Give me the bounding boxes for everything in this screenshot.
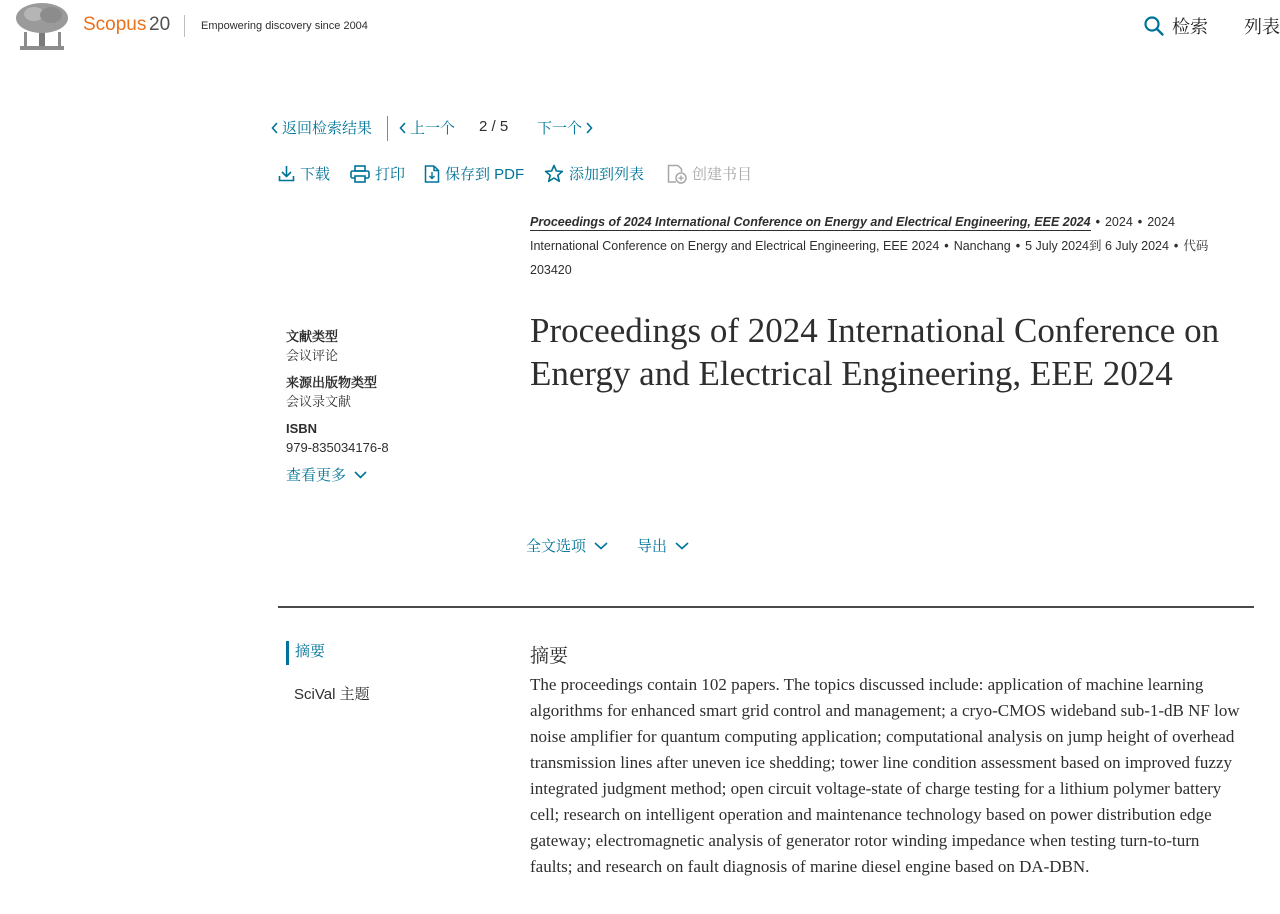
export-dropdown[interactable]	[637, 535, 689, 556]
document-meta	[286, 320, 506, 485]
print-label: 打印	[375, 166, 406, 183]
separator-dot: •	[944, 239, 949, 253]
doc-type-label: 文献类型	[286, 329, 339, 344]
abstract-text: The proceedings contain 102 papers. The topics discussed include: application of machine learning algorithms for enhanced smart grid control and management; a cryo-CMOS wideband sub-1-dB NF low noise amplifier for quantum computing application; computational analysis on jump height of overhead transmission lines after uneven ice shedding; tower line condition assessment based on improved fuzzy integrated judgment method; open circuit voltage-state of charge testing for a lithium polymer battery cell; research on intelligent operation and maintenance technology based on power distribution edge gateway; electromagnetic analysis of generator rotor winding impedance when testing turn-to-turn faults; and research on fault diagnosis of marine diesel engine based on DA-DBN.	[530, 675, 1240, 876]
save-pdf-label: 保存到 PDF	[445, 166, 525, 183]
section-nav-scival[interactable]: SciVal 主题	[294, 686, 370, 703]
save-pdf-button[interactable]	[424, 163, 524, 184]
star-icon	[544, 164, 564, 183]
printer-icon	[350, 165, 370, 183]
source-type-label: 来源出版物类型	[286, 375, 378, 390]
doc-type-value: 会议评论	[286, 348, 339, 363]
section-divider	[278, 606, 1254, 608]
chevron-down-icon	[594, 542, 608, 550]
back-label: 返回检索结果	[282, 120, 373, 137]
add-to-list-button[interactable]	[544, 163, 644, 184]
create-bibliography-button	[667, 163, 752, 184]
create-bibliography-label: 创建书目	[692, 166, 753, 183]
lists-link[interactable]: 列表	[1244, 17, 1280, 37]
document-title: Proceedings of 2024 International Conference on Energy and Electrical Engineering, EEE 2024	[530, 311, 1220, 393]
pdf-file-icon	[424, 165, 440, 183]
header-divider	[184, 15, 185, 37]
previous-label: 上一个	[410, 120, 456, 137]
see-more-toggle[interactable]	[286, 464, 506, 485]
nav-divider	[387, 116, 388, 141]
download-icon	[278, 165, 295, 182]
back-to-results-link[interactable]	[271, 117, 372, 138]
search-button[interactable]	[1144, 13, 1208, 39]
chevron-down-icon	[354, 471, 367, 479]
isbn-label: ISBN	[286, 421, 318, 436]
separator-dot: •	[1015, 239, 1021, 253]
full-text-options-label: 全文选项	[526, 538, 587, 555]
section-nav-abstract[interactable]: 摘要	[286, 641, 325, 665]
add-to-list-label: 添加到列表	[569, 166, 645, 183]
source-info	[530, 210, 1242, 282]
next-label: 下一个	[537, 120, 583, 137]
separator-dot: •	[1137, 215, 1143, 229]
chevron-right-icon	[585, 122, 593, 134]
bibliography-icon	[667, 164, 687, 184]
separator-dot: •	[1173, 239, 1179, 253]
print-button[interactable]	[350, 163, 405, 184]
brand-number: 20	[149, 14, 171, 35]
conference-code: 代码 203420	[530, 239, 1209, 277]
conference-dates: 5 July 2024到 6 July 2024	[1025, 239, 1169, 253]
conference-name: 2024 International Conference on Energy and Electrical Engineering, EEE 2024	[530, 215, 1175, 253]
chevron-left-icon	[271, 122, 279, 134]
chevron-down-icon	[675, 542, 689, 550]
download-button[interactable]	[278, 163, 330, 184]
export-label: 导出	[637, 538, 668, 555]
source-year: 2024	[1104, 215, 1133, 229]
download-label: 下载	[300, 166, 331, 183]
chevron-left-icon	[399, 122, 407, 134]
result-counter: 2 / 5	[479, 118, 509, 135]
separator-dot: •	[1095, 215, 1100, 229]
elsevier-tree-logo[interactable]	[14, 2, 70, 52]
abstract-heading: 摘要	[530, 646, 569, 667]
tagline: Empowering discovery since 2004	[201, 20, 368, 32]
scopus-brand[interactable]: Scopus	[83, 14, 147, 35]
full-text-options-dropdown[interactable]	[526, 535, 608, 556]
source-type-value: 会议录文献	[286, 394, 352, 409]
source-title-link[interactable]: Proceedings of 2024 International Conference on Energy and Electrical Engineering, EEE 2024	[530, 215, 1091, 229]
search-label: 检索	[1172, 17, 1208, 37]
previous-link[interactable]	[399, 117, 455, 138]
next-link[interactable]	[537, 117, 593, 138]
conference-location: Nanchang	[953, 239, 1011, 253]
isbn-value: 979-835034176-8	[286, 440, 389, 455]
see-more-label: 查看更多	[286, 467, 347, 484]
search-icon	[1144, 16, 1164, 36]
